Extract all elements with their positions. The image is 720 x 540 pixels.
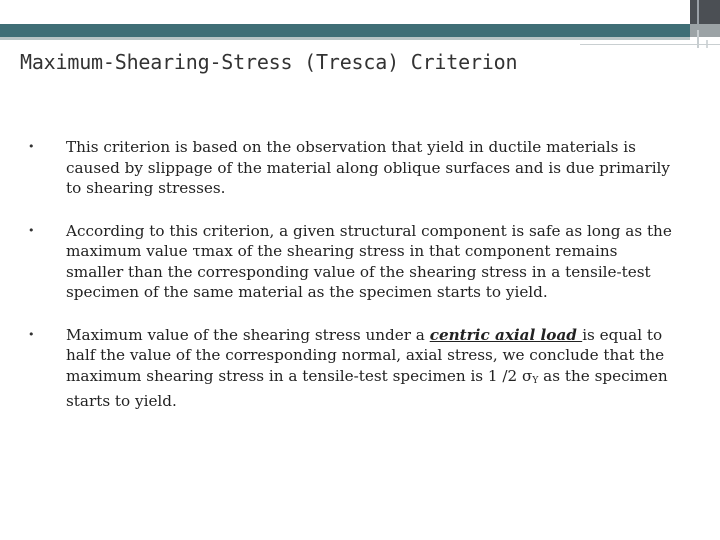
bullet-marker: • bbox=[28, 140, 35, 153]
bullet-item bbox=[26, 221, 676, 303]
header-top-band bbox=[0, 0, 720, 24]
bullet-text-before: Maximum value of the shearing stress under a bbox=[66, 325, 430, 344]
header-accent-strip bbox=[0, 37, 690, 40]
subscript: Y bbox=[532, 375, 539, 386]
bullet-marker: • bbox=[28, 327, 35, 341]
bullet-marker: • bbox=[28, 223, 35, 237]
bullet-text-end: as the specimen starts to yield. bbox=[66, 366, 668, 410]
bullet-item bbox=[26, 325, 676, 412]
header-corner-gray bbox=[690, 24, 720, 37]
bullet-text: According to this criterion, a given structural component is safe as long as the maximum value τmax of the shearing stress in that component remains smaller than the corresponding value of the shearing stress in a tensile-test specimen of the same material as the specimen starts to yield. bbox=[66, 221, 672, 301]
bullet-item bbox=[26, 137, 676, 199]
header-corner-block bbox=[690, 0, 720, 24]
header-accent-bar bbox=[0, 24, 690, 37]
slide-title: Maximum-Shearing-Stress (Tresca) Criterion bbox=[20, 50, 518, 74]
header-corner-tick bbox=[697, 30, 699, 48]
header-corner-line bbox=[697, 0, 699, 24]
title-rule bbox=[580, 44, 720, 45]
bullet-text-after: is equal to half the value of the corresponding normal, axial stress, we conclude that the maximum shearing stress in a tensile-test specimen is 1 /2 σ bbox=[66, 325, 665, 385]
bullet-text: This criterion is based on the observation that yield in ductile materials is caused by slippage of the material along oblique surfaces and is due primarily to shearing stresses. bbox=[66, 138, 670, 197]
emphasized-term: centric axial load bbox=[429, 325, 583, 344]
bullet-list bbox=[26, 137, 676, 434]
